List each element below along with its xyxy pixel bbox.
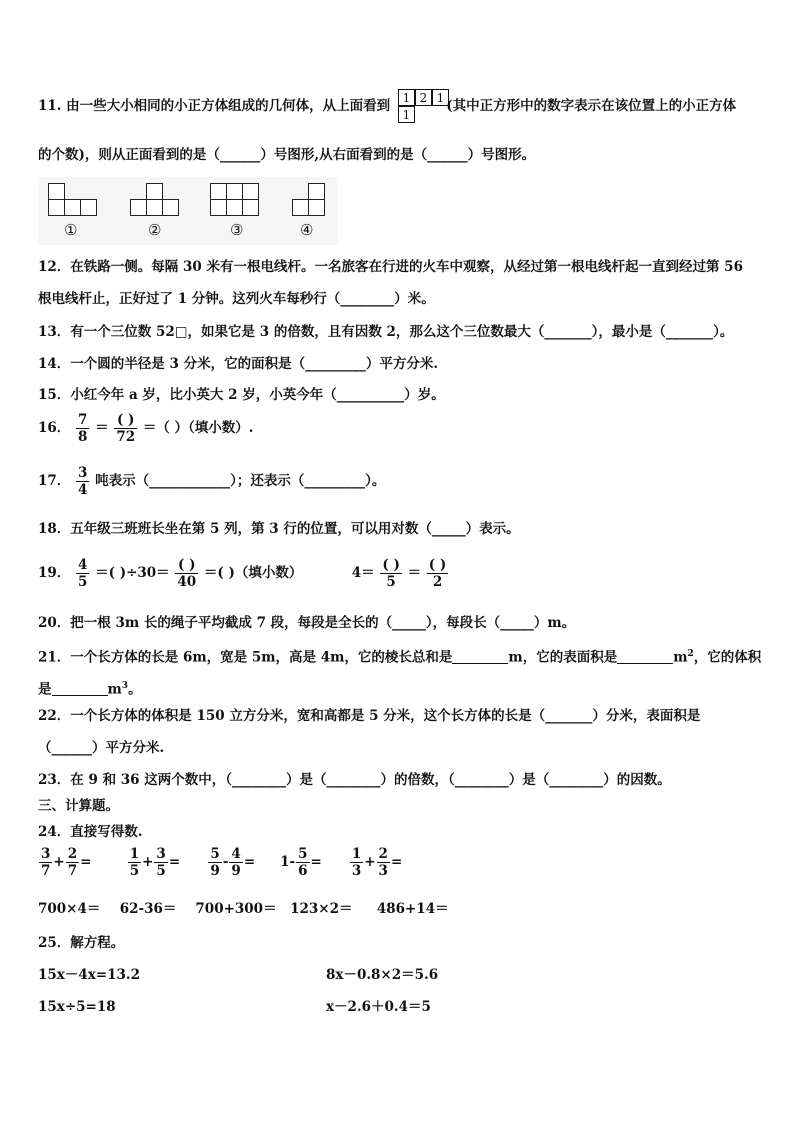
q24-title: 24．直接写得数.: [38, 824, 143, 840]
q24-fraction-row: [38, 846, 402, 879]
fraction: $\frac{( )}{5}$: [382, 557, 400, 590]
q12-line2: 根电线杆止，正好过了 1 分钟。这列火车每秒行（________）米。: [38, 291, 435, 307]
calc-item: 486+14＝: [376, 901, 449, 917]
q22-line2: （______）平方分米.: [38, 740, 165, 756]
calc-item: 700×4＝: [38, 901, 101, 917]
answer-blank[interactable]: [52, 681, 108, 696]
shape-square: [146, 183, 163, 200]
answer-blank[interactable]: [617, 649, 673, 664]
q20: 20．把一根 3m 长的绳子平均截成 7 段，每段是全长的（_____），每段长（_____）m。: [38, 615, 576, 631]
shape-label-1: ①: [64, 221, 78, 239]
calc-item: $\frac{1}{3}$ + $\frac{2}{3}$ =: [351, 846, 403, 879]
top-view-cell: 2: [415, 89, 432, 106]
shape-square: [48, 199, 65, 216]
q18: 18．五年级三班班长坐在第 5 列，第 3 行的位置，可以用对数（_____）表示。: [38, 521, 520, 537]
q21-line2: 是 $m^3$。: [38, 681, 142, 698]
q13: 13．有一个三位数 52□，如果它是 3 的倍数，且有因数 2，那么这个三位数最大（_______），最小是（_______）。: [38, 324, 734, 340]
shape-square: [130, 199, 147, 216]
fraction: $\frac{( )}{72}$: [116, 412, 136, 445]
shape-label-4: ④: [300, 221, 314, 239]
shape-square: [242, 199, 259, 216]
equation: 15x－4x=13.2: [38, 967, 140, 983]
equation: 8x－0.8×2＝5.6: [326, 967, 439, 983]
shape-square: [226, 183, 243, 200]
fraction: $\frac{4}{5}$: [78, 557, 88, 590]
q11-line1: 11. 由一些大小相同的小正方体组成的几何体，从上面看到 (其中正方形中的数字表示在该位置上的小正方体: [38, 98, 737, 114]
q23: 23．在 9 和 36 这两个数中，（________）是（________）的倍数，（________）是（________）的因数。: [38, 772, 671, 788]
shape-options: [38, 177, 338, 245]
fraction: $\frac{( )}{2}$: [428, 557, 447, 590]
top-view-cell: 1: [398, 89, 415, 106]
q14: 14．一个圆的半径是 3 分米，它的面积是（_________）平方分米.: [38, 356, 439, 372]
q12-line1: 12．在铁路一侧。每隔 30 米有一根电线杆。一名旅客在行进的火车中观察，从经过第一根电线杆起一直到经过第 56: [38, 259, 743, 275]
calc-item: 1- $\frac{5}{6}$ =: [280, 846, 322, 879]
shape-square: [308, 199, 325, 216]
top-view-cell: 1: [398, 106, 415, 123]
shape-square: [292, 199, 309, 216]
q16: 16． $\frac{7}{8}$ ＝ $\frac{( )}{72}$ ＝（ ）（填小数）.: [38, 412, 254, 445]
q17: 17． $\frac{3}{4}$ 吨表示（____________）；还表示（_________）。: [38, 465, 386, 498]
q11-line2: 的个数)，则从正面看到的是（______）号图形,从右面看到的是（______）号图形。: [38, 147, 536, 163]
shape-square: [210, 199, 227, 216]
shape-square: [80, 199, 97, 216]
shape-square: [210, 183, 227, 200]
q24-int-row: [38, 900, 449, 918]
calc-item: $\frac{5}{9}$ - $\frac{4}{9}$ =: [210, 846, 256, 879]
equation: x－2.6＋0.4＝5: [326, 999, 431, 1015]
q15: 15．小红今年 a 岁，比小英大 2 岁，小英今年（__________）岁。: [38, 387, 445, 403]
shape-square: [226, 199, 243, 216]
calc-item: 700+300＝: [195, 901, 277, 917]
section-title: 三、计算题。: [38, 798, 119, 814]
fraction: $\frac{3}{4}$: [78, 465, 88, 498]
q22-line1: 22．一个长方体的体积是 150 立方分米，宽和高都是 5 分米，这个长方体的长是（_______）分米，表面积是: [38, 708, 701, 724]
calc-item: 62-36＝: [119, 901, 177, 917]
fraction: $\frac{7}{8}$: [78, 412, 88, 445]
shape-label-2: ②: [148, 221, 162, 239]
equation: 15x÷5=18: [38, 999, 116, 1015]
fraction: $\frac{( )}{40}$: [177, 557, 197, 590]
calc-item: $\frac{3}{7}$ + $\frac{2}{7}$ =: [41, 846, 92, 879]
calc-item: 123×2＝: [290, 901, 353, 917]
shape-label-3: ③: [230, 221, 244, 239]
q21-line1: 21．一个长方体的长是 6m，宽是 5m，高是 4m，它的棱长总和是 m，它的表面积是 $m^2$，它的体积: [38, 649, 762, 666]
top-view-cell: 1: [432, 89, 449, 106]
calc-item: $\frac{1}{5}$ + $\frac{3}{5}$ =: [129, 846, 181, 879]
shape-square: [242, 183, 259, 200]
shape-square: [48, 183, 65, 200]
shape-square: [308, 183, 325, 200]
q19: 19． $\frac{4}{5}$ ＝( )÷30＝ $\frac{( )}{40}$ ＝( )（填小数） 4＝ $\frac{( )}{5}$ ＝ $\frac{( )}{2}$: [38, 557, 447, 590]
shape-square: [64, 199, 81, 216]
q25-title: 25．解方程。: [38, 935, 125, 951]
shape-square: [162, 199, 179, 216]
answer-blank[interactable]: [452, 649, 508, 664]
shape-square: [146, 199, 163, 216]
